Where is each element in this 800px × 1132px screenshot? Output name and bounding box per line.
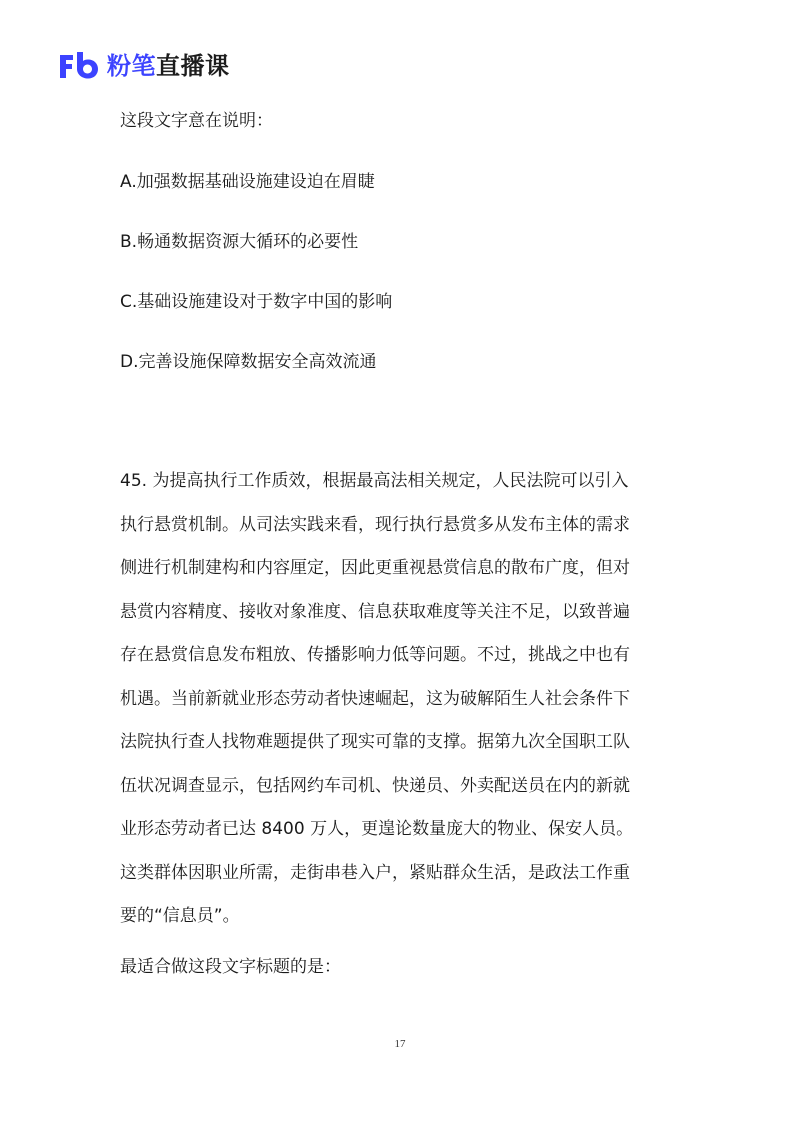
q44-option-d: D.完善设施保障数据安全高效流通 <box>120 352 377 372</box>
brand-name-rest: 直播课 <box>156 52 230 80</box>
q44-option-b: B.畅通数据资源大循环的必要性 <box>120 232 359 252</box>
q45-line: 机遇。当前新就业形态劳动者快速崛起，这为破解陌生人社会条件下 <box>120 688 630 709</box>
q45-line: 伍状况调查显示，包括网约车司机、快递员、外卖配送员在内的新就 <box>120 775 630 796</box>
q45-line: 45. 为提高执行工作质效，根据最高法相关规定，人民法院可以引入 <box>120 471 629 491</box>
q45-line: 业形态劳动者已达 8400 万人，更遑论数量庞大的物业、保安人员。 <box>120 819 634 839</box>
brand-name <box>107 49 230 83</box>
q45-prompt: 最适合做这段文字标题的是： <box>120 957 341 977</box>
q45-line: 法院执行查人找物难题提供了现实可靠的支撑。据第九次全国职工队 <box>120 732 630 752</box>
q45-line: 要的“信息员”。 <box>120 906 240 926</box>
q44-option-c: C.基础设施建设对于数字中国的影响 <box>120 292 393 312</box>
q44-stem: 这段文字意在说明： <box>120 111 273 131</box>
q45-line: 悬赏内容精度、接收对象准度、信息获取难度等关注不足，以致普遍 <box>120 601 630 622</box>
fb-logo-icon <box>57 49 101 83</box>
q45-paragraph <box>120 469 680 948</box>
q44-option-a: A.加强数据基础设施建设迫在眉睫 <box>120 172 375 192</box>
q45-line: 侧进行机制建构和内容厘定，因此更重视悬赏信息的散布广度，但对 <box>120 558 630 578</box>
q45-line: 存在悬赏信息发布粗放、传播影响力低等问题。不过，挑战之中也有 <box>120 645 630 665</box>
q45-line: 这类群体因职业所需，走街串巷入户，紧贴群众生活，是政法工作重 <box>120 862 630 883</box>
header <box>57 49 230 83</box>
brand-name-accent: 粉笔 <box>107 52 156 80</box>
page-number: 17 <box>394 1038 406 1050</box>
q45-line: 执行悬赏机制。从司法实践来看，现行执行悬赏多从发布主体的需求 <box>120 514 630 535</box>
